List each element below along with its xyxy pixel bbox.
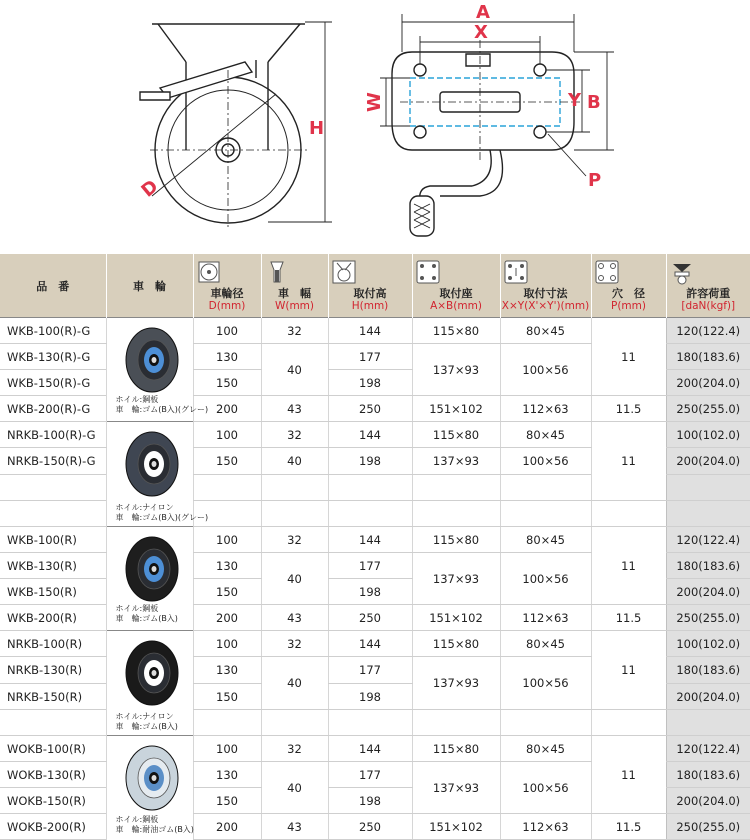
label-x: X (474, 22, 488, 43)
label-d: D (137, 175, 163, 202)
diameter-cell: 200 (193, 396, 261, 422)
header-width: 車 幅 W(mm) (261, 254, 328, 318)
height-cell: 144 (328, 527, 412, 553)
model-cell: WKB-150(R) (0, 579, 106, 605)
mount-cell: 80×45 (500, 318, 591, 344)
hole-cell: 11.5 (591, 605, 666, 631)
hole-diameter-icon (592, 257, 622, 287)
load-cell: 100(102.0) (666, 631, 750, 657)
load-cell: 180(183.6) (666, 344, 750, 370)
load-cell: 100(102.0) (666, 422, 750, 448)
hole-cell (591, 710, 666, 736)
wheel-caption-line: ホイル:鋼板 (115, 604, 159, 613)
width-cell: 40 (261, 448, 328, 474)
plate-cell (412, 500, 500, 526)
table-row (0, 527, 750, 553)
height-cell (328, 474, 412, 500)
width-cell: 32 (261, 736, 328, 762)
plate-cell (412, 710, 500, 736)
dimension-drawings (0, 0, 750, 254)
load-cell: 120(122.4) (666, 318, 750, 344)
plate-cell: 137×93 (412, 762, 500, 814)
height-cell: 177 (328, 762, 412, 788)
plate-cell: 151×102 (412, 396, 500, 422)
load-cell: 120(122.4) (666, 736, 750, 762)
model-cell: NRKB-100(R) (0, 631, 106, 657)
label-a: A (476, 2, 490, 23)
width-cell: 40 (261, 344, 328, 396)
mount-cell: 112×63 (500, 605, 591, 631)
height-cell: 144 (328, 318, 412, 344)
plate-cell: 137×93 (412, 344, 500, 396)
load-cell: 180(183.6) (666, 762, 750, 788)
width-cell: 32 (261, 318, 328, 344)
table-row (0, 318, 750, 344)
label-w: W (364, 92, 385, 112)
mount-plate-icon (413, 257, 443, 287)
diameter-cell: 150 (193, 788, 261, 814)
model-cell: NRKB-150(R)-G (0, 448, 106, 474)
hole-cell: 11 (591, 318, 666, 396)
model-cell: NRKB-150(R) (0, 684, 106, 710)
load-cell: 200(204.0) (666, 788, 750, 814)
height-cell: 177 (328, 657, 412, 684)
table-row (0, 631, 750, 657)
plate-cell: 137×93 (412, 657, 500, 710)
wheel-caption (116, 815, 194, 835)
diameter-cell: 130 (193, 553, 261, 579)
height-cell: 144 (328, 422, 412, 448)
plate-cell: 115×80 (412, 631, 500, 657)
diameter-cell: 130 (193, 762, 261, 788)
wheel-photo (118, 325, 182, 395)
mount-cell (500, 474, 591, 500)
diameter-cell: 100 (193, 736, 261, 762)
mount-spacing-icon (501, 257, 531, 287)
wheel-caption (116, 395, 209, 415)
mount-cell: 100×56 (500, 344, 591, 396)
height-cell: 198 (328, 579, 412, 605)
load-cell: 250(255.0) (666, 396, 750, 422)
header-model: 品 番 (0, 254, 106, 318)
load-cell: 200(204.0) (666, 579, 750, 605)
plate-cell: 151×102 (412, 814, 500, 840)
diameter-cell: 200 (193, 605, 261, 631)
height-cell: 198 (328, 788, 412, 814)
table-header-row (0, 254, 750, 318)
wheel-width-icon (262, 257, 292, 287)
load-cell: 200(204.0) (666, 684, 750, 710)
wheel-caption-line: 車 輪:ゴム(B入) (115, 722, 178, 731)
load-cell: 180(183.6) (666, 553, 750, 579)
mount-cell: 80×45 (500, 422, 591, 448)
model-cell: NRKB-100(R)-G (0, 422, 106, 448)
label-b: B (587, 92, 601, 113)
diameter-cell: 100 (193, 422, 261, 448)
header-plate: 取付座 A×B(mm) (412, 254, 500, 318)
model-cell: WKB-200(R) (0, 605, 106, 631)
wheel-image-cell (106, 631, 193, 736)
load-cell: 180(183.6) (666, 657, 750, 684)
width-cell: 43 (261, 814, 328, 840)
wheel-photo (118, 743, 182, 813)
wheel-image-cell (106, 736, 193, 840)
width-cell: 43 (261, 605, 328, 631)
wheel-photo (118, 429, 182, 499)
mount-cell: 80×45 (500, 631, 591, 657)
diameter-cell: 200 (193, 814, 261, 840)
hole-cell: 11.5 (591, 814, 666, 840)
wheel-caption (116, 604, 178, 624)
header-hole: 穴 径 P(mm) (591, 254, 666, 318)
wheel-image-cell (106, 527, 193, 631)
diameter-cell: 100 (193, 527, 261, 553)
spec-table-body (0, 318, 750, 840)
mount-cell: 100×56 (500, 762, 591, 814)
diameter-cell: 100 (193, 318, 261, 344)
model-cell: WKB-100(R)-G (0, 318, 106, 344)
model-cell: WKB-100(R) (0, 527, 106, 553)
load-cell: 200(204.0) (666, 448, 750, 474)
label-h: H (309, 118, 325, 139)
mount-height-icon (329, 257, 359, 287)
model-cell: WOKB-200(R) (0, 814, 106, 840)
height-cell: 250 (328, 814, 412, 840)
hole-cell: 11.5 (591, 396, 666, 422)
header-wheel: 車 輪 (106, 254, 193, 318)
model-cell: WKB-130(R)-G (0, 344, 106, 370)
load-cell: 120(122.4) (666, 527, 750, 553)
load-cell (666, 710, 750, 736)
header-load: 許容荷重 [daN(kgf)] (666, 254, 750, 318)
diameter-cell: 130 (193, 657, 261, 684)
mount-cell: 100×56 (500, 553, 591, 605)
load-cell (666, 500, 750, 526)
height-cell: 144 (328, 631, 412, 657)
model-cell: WOKB-100(R) (0, 736, 106, 762)
height-cell: 198 (328, 448, 412, 474)
plate-cell: 115×80 (412, 422, 500, 448)
width-cell: 40 (261, 762, 328, 814)
height-cell: 198 (328, 370, 412, 396)
mount-cell: 80×45 (500, 736, 591, 762)
height-cell: 198 (328, 684, 412, 710)
plate-cell: 137×93 (412, 553, 500, 605)
wheel-caption-line: ホイル:ナイロン (115, 503, 174, 512)
wheel-caption-line: 車 輪:ゴム(B入) (115, 614, 178, 623)
wheel-photo (118, 534, 182, 604)
mount-cell (500, 500, 591, 526)
load-cell: 200(204.0) (666, 370, 750, 396)
height-cell: 250 (328, 396, 412, 422)
hole-cell: 11 (591, 527, 666, 605)
hole-cell (591, 500, 666, 526)
wheel-image-cell (106, 318, 209, 422)
load-cell: 250(255.0) (666, 605, 750, 631)
height-cell: 144 (328, 736, 412, 762)
diameter-cell: 150 (193, 370, 261, 396)
diameter-cell: 150 (193, 579, 261, 605)
mount-cell (500, 710, 591, 736)
mount-cell: 100×56 (500, 657, 591, 710)
header-diameter: 車輪径 D(mm) (193, 254, 261, 318)
mount-cell: 112×63 (500, 396, 591, 422)
width-cell: 40 (261, 553, 328, 605)
model-cell: WOKB-130(R) (0, 762, 106, 788)
width-cell: 32 (261, 527, 328, 553)
mount-cell: 112×63 (500, 814, 591, 840)
hole-cell: 11 (591, 422, 666, 501)
mount-cell: 100×56 (500, 448, 591, 474)
wheel-caption-line: ホイル:鋼板 (115, 815, 159, 824)
width-cell: 43 (261, 396, 328, 422)
wheel-caption-line: ホイル:ナイロン (115, 712, 174, 721)
header-mount: 取付寸法 X×Y(X'×Y')(mm) (500, 254, 591, 318)
wheel-caption (116, 712, 178, 732)
wheel-photo (118, 638, 182, 708)
model-cell: NRKB-130(R) (0, 657, 106, 684)
load-weight-icon (667, 257, 697, 287)
height-cell (328, 500, 412, 526)
table-row (0, 736, 750, 762)
width-cell (261, 474, 328, 500)
wheel-caption-line: 車 輪:耐油ゴム(B入) (115, 825, 194, 834)
hole-cell: 11 (591, 631, 666, 710)
diameter-cell: 130 (193, 344, 261, 370)
table-row (0, 422, 750, 448)
load-cell (666, 474, 750, 500)
width-cell (261, 500, 328, 526)
width-cell (261, 710, 328, 736)
height-cell: 250 (328, 605, 412, 631)
model-cell: WKB-130(R) (0, 553, 106, 579)
wheel-image-cell (106, 422, 209, 527)
diameter-cell (193, 710, 261, 736)
model-cell: WOKB-150(R) (0, 788, 106, 814)
label-y: Y (568, 90, 582, 111)
width-cell: 32 (261, 422, 328, 448)
header-height: 取付高 H(mm) (328, 254, 412, 318)
load-cell: 250(255.0) (666, 814, 750, 840)
width-cell: 40 (261, 657, 328, 710)
height-cell: 177 (328, 553, 412, 579)
hole-cell: 11 (591, 736, 666, 814)
plate-cell: 151×102 (412, 605, 500, 631)
model-cell (0, 710, 106, 736)
model-cell (0, 500, 106, 526)
wheel-caption-line: ホイル:鋼板 (115, 395, 159, 404)
diameter-cell (193, 474, 261, 500)
model-cell: WKB-200(R)-G (0, 396, 106, 422)
wheel-caption-line: 車 輪:ゴム(B入)(グレー) (115, 513, 209, 522)
diameter-cell: 150 (193, 448, 261, 474)
wheel-diameter-icon (194, 257, 224, 287)
height-cell: 177 (328, 344, 412, 370)
model-cell: WKB-150(R)-G (0, 370, 106, 396)
caster-side-view (140, 24, 310, 230)
mount-cell: 80×45 (500, 527, 591, 553)
model-cell (0, 474, 106, 500)
spec-table (0, 254, 750, 840)
wheel-caption (116, 503, 209, 523)
height-cell (328, 710, 412, 736)
plate-cell: 137×93 (412, 448, 500, 474)
plate-cell: 115×80 (412, 527, 500, 553)
diameter-cell: 150 (193, 684, 261, 710)
diameter-cell: 100 (193, 631, 261, 657)
plate-cell: 115×80 (412, 318, 500, 344)
width-cell: 32 (261, 631, 328, 657)
plate-cell (412, 474, 500, 500)
plate-cell: 115×80 (412, 736, 500, 762)
label-p: P (588, 170, 602, 191)
wheel-caption-line: 車 輪:ゴム(B入)(グレー) (115, 405, 209, 414)
